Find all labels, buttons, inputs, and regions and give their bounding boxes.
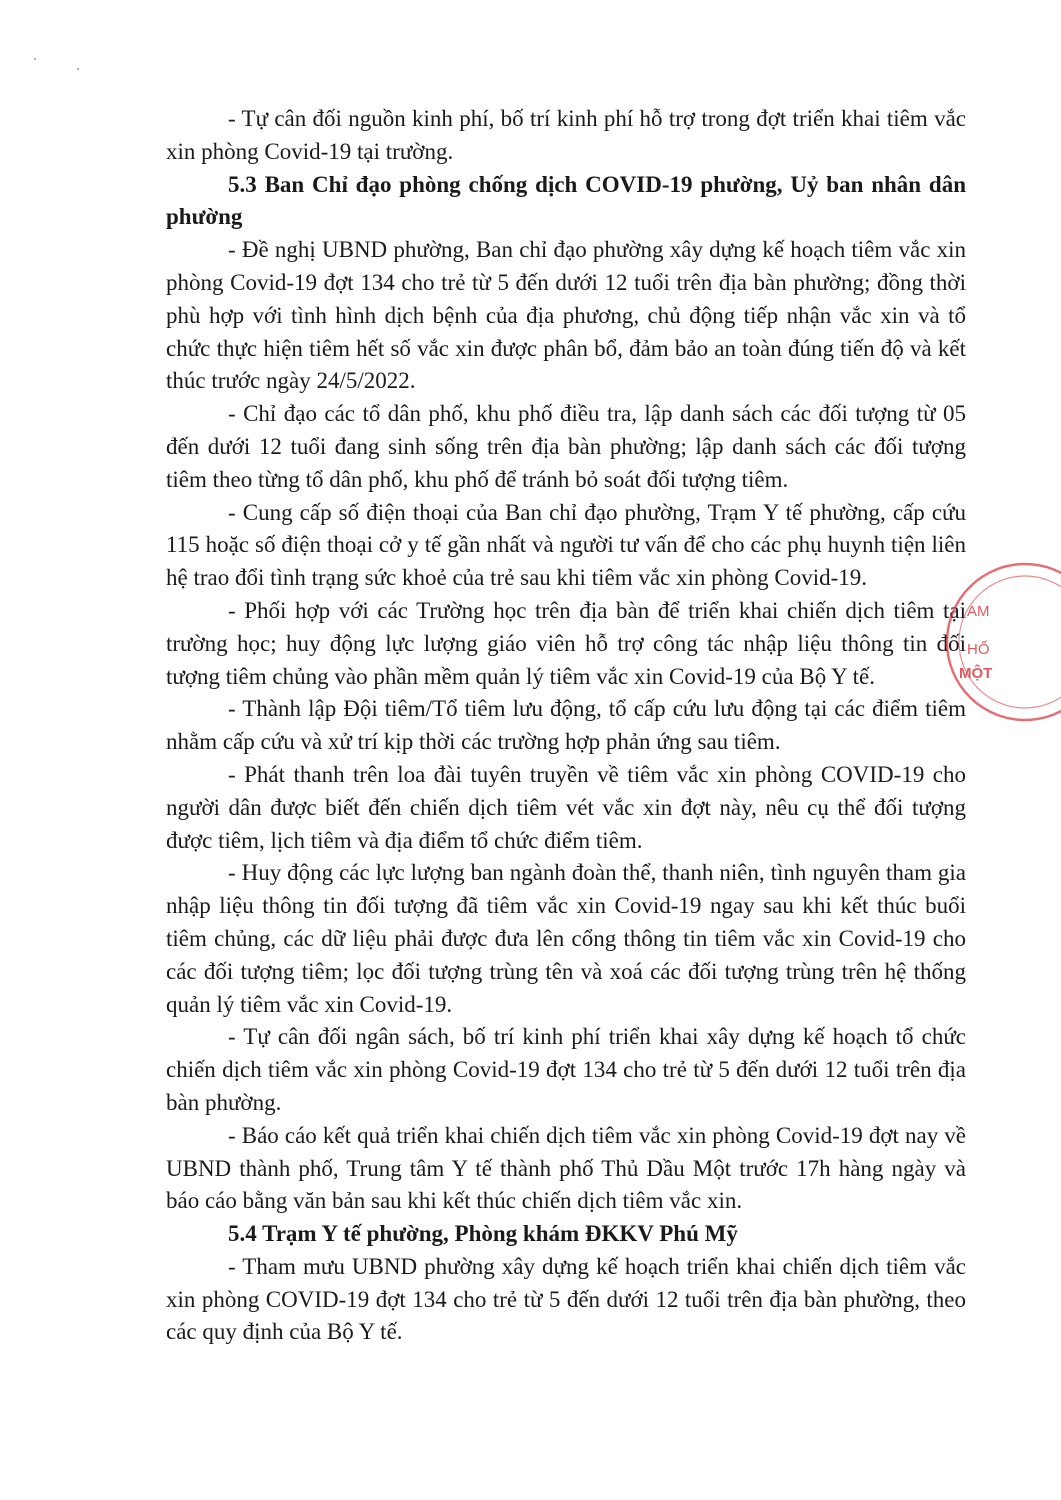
seal-text-2: HỐ	[967, 641, 990, 658]
paragraph-school-coordination: - Phối hợp với các Trường học trên địa bàn để triển khai chiến dịch tiêm tại trường học; huy động lực lượng giáo viên hỗ trợ công tác nhập liệu thông tin đối tượng tiêm chủng vào phần mềm quản lý tiêm vắc xin Covid-19 của Bộ Y tế.	[166, 597, 966, 689]
paragraph-report: - Báo cáo kết quả triển khai chiến dịch tiêm vắc xin phòng Covid-19 đợt nay về UBND thành phố, Trung tâm Y tế thành phố Thủ Dầu Một trước 17h hàng ngày và báo cáo bằng văn bản sau khi kết thúc chiến dịch tiêm vắc xin.	[166, 1122, 966, 1214]
paragraph-mobile-team: - Thành lập Đội tiêm/Tổ tiêm lưu động, tổ cấp cứu lưu động tại các điểm tiêm nhằm cấp cứu và xử trí kịp thời các trường hợp phản ứng sau tiêm.	[166, 696, 966, 755]
seal-text-3: MỘT	[959, 665, 993, 682]
document-body	[166, 103, 966, 1349]
paragraph-funding: - Tự cân đối nguồn kinh phí, bố trí kinh phí hỗ trợ trong đợt triển khai tiêm vắc xin phòng Covid-19 tại trường.	[166, 106, 966, 164]
paragraph-advise: - Tham mưu UBND phường xây dựng kế hoạch triển khai chiến dịch tiêm vắc xin phòng COVID-19 đợt 134 cho trẻ từ 5 đến dưới 12 tuổi trên địa bàn phường, theo các quy định của Bộ Y tế.	[166, 1253, 966, 1345]
paragraph-plan-request: - Đề nghị UBND phường, Ban chỉ đạo phường xây dựng kế hoạch tiêm vắc xin phòng Covid-19 đợt 134 cho trẻ từ 5 đến dưới 12 tuổi trên địa bàn phường; đồng thời phù hợp với tình hình dịch bệnh của địa phương, chủ động tiếp nhận vắc xin và tổ chức thực hiện tiêm hết số vắc xin được phân bổ, đảm bảo an toàn đúng tiến độ và kết thúc trước ngày 24/5/2022.	[166, 237, 966, 394]
seal-text-1: AM	[967, 603, 990, 620]
paragraph-broadcast: - Phát thanh trên loa đài tuyên truyền về tiêm vắc xin phòng COVID-19 cho người dân được biết đến chiến dịch tiêm vét vắc xin đợt này, nêu cụ thể đối tượng được tiêm, lịch tiêm và địa điểm tổ chức điểm tiêm.	[166, 761, 966, 853]
heading-5-4: 5.4 Trạm Y tế phường, Phòng khám ĐKKV Phú Mỹ	[228, 1221, 738, 1247]
paragraph-direct-survey: - Chỉ đạo các tổ dân phố, khu phố điều tra, lập danh sách các đối tượng từ 05 đến dưới 12 tuổi đang sinh sống trên địa bàn phường; lập danh sách các đối tượng tiêm theo từng tổ dân phố, khu phố để tránh bỏ soát đối tượng tiêm.	[166, 401, 966, 492]
scan-speck	[34, 58, 36, 60]
paragraph-budget: - Tự cân đối ngân sách, bố trí kinh phí triển khai xây dựng kế hoạch tổ chức chiến dịch tiêm vắc xin phòng Covid-19 đợt 134 cho trẻ từ 5 đến dưới 12 tuổi trên địa bàn phường.	[166, 1024, 966, 1115]
red-seal-stamp	[945, 560, 1061, 730]
paragraph-data-entry: - Huy động các lực lượng ban ngành đoàn thể, thanh niên, tình nguyên tham gia nhập liệu thông tin đối tượng đã tiêm vắc xin Covid-19 ngay sau khi kết thúc buổi tiêm chủng, các dữ liệu phải được đưa lên cổng thông tin tiêm vắc xin Covid-19 cho các đối tượng tiêm; lọc đối tượng trùng tên và xoá các đối tượng trùng trên hệ thống quản lý tiêm vắc xin Covid-19.	[166, 860, 966, 1017]
paragraph-phone-contacts: - Cung cấp số điện thoại của Ban chỉ đạo phường, Trạm Y tế phường, cấp cứu 115 hoặc số điện thoại cở y tế gần nhất và người tư vấn để cho các phụ huynh tiện liên hệ trao đổi tình trạng sức khoẻ của trẻ sau khi tiêm vắc xin phòng Covid-19.	[166, 499, 966, 591]
scan-speck	[77, 68, 79, 70]
heading-5-3: 5.3 Ban Chỉ đạo phòng chống dịch COVID-19 phường, Uỷ ban nhân dân phường	[166, 171, 966, 230]
